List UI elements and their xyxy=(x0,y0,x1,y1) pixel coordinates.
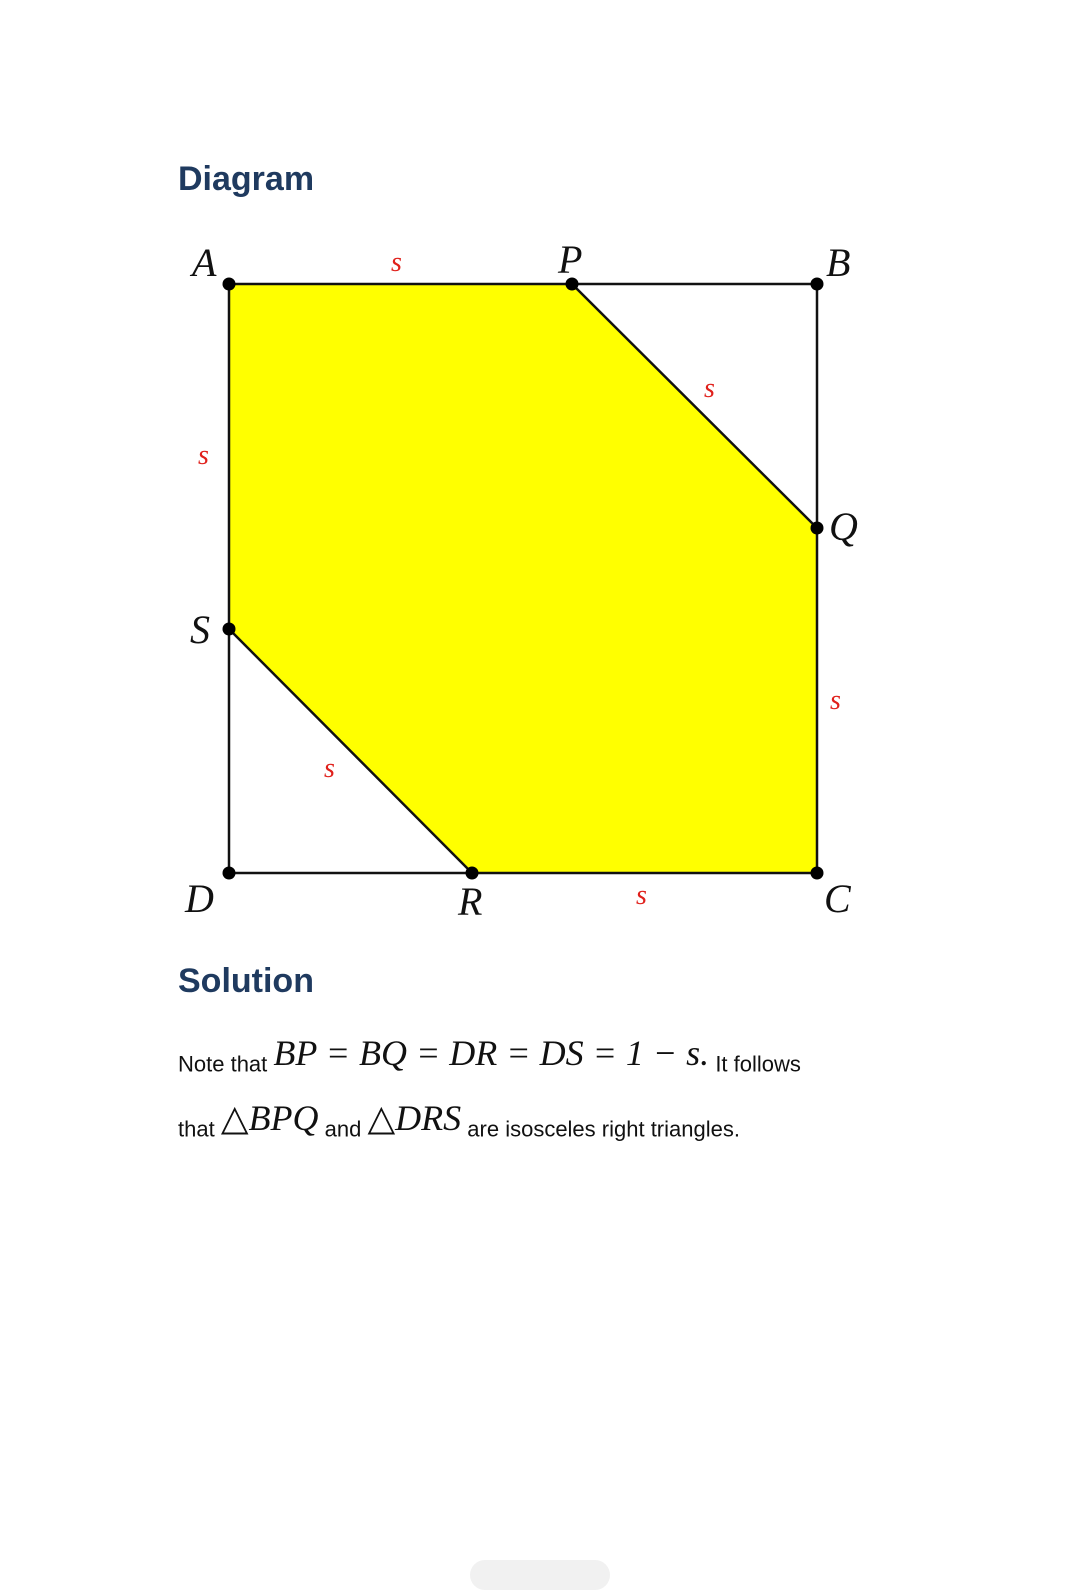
shaded-region xyxy=(229,284,817,873)
label-q: Q xyxy=(829,504,858,549)
side-label-rc: s xyxy=(636,880,647,911)
home-indicator[interactable] xyxy=(470,1560,610,1590)
label-b: B xyxy=(826,240,851,285)
side-label-sr: s xyxy=(324,753,335,784)
solution-text: are isosceles right triangles. xyxy=(467,1116,740,1142)
side-label-pq: s xyxy=(704,373,715,404)
point-a xyxy=(223,278,236,291)
label-a: A xyxy=(192,240,217,285)
side-label-qc: s xyxy=(830,685,841,716)
solution-text: and xyxy=(324,1116,362,1142)
triangle-bpq: △BPQ xyxy=(220,1098,319,1138)
point-b xyxy=(811,278,824,291)
label-p: P xyxy=(558,237,583,282)
equation-bp-bq-dr-ds: BP = BQ = DR = DS = 1 − s. xyxy=(273,1033,710,1073)
solution-heading: Solution xyxy=(178,962,314,1000)
point-c xyxy=(811,867,824,880)
point-s xyxy=(223,623,236,636)
point-q xyxy=(811,522,824,535)
label-r: R xyxy=(458,879,483,924)
point-d xyxy=(223,867,236,880)
solution-line-1 xyxy=(178,1032,801,1077)
solution-text: that xyxy=(178,1116,215,1142)
diagram-heading: Diagram xyxy=(178,160,315,198)
side-label-as: s xyxy=(198,440,209,471)
side-label-ap: s xyxy=(391,247,402,278)
point-r xyxy=(466,867,479,880)
solution-text: Note that xyxy=(178,1051,268,1077)
solution-line-2 xyxy=(178,1097,740,1142)
label-c: C xyxy=(824,876,851,921)
label-s: S xyxy=(190,607,210,652)
solution-text: It follows xyxy=(715,1051,801,1077)
label-d: D xyxy=(185,876,214,921)
triangle-drs: △DRS xyxy=(367,1098,462,1138)
